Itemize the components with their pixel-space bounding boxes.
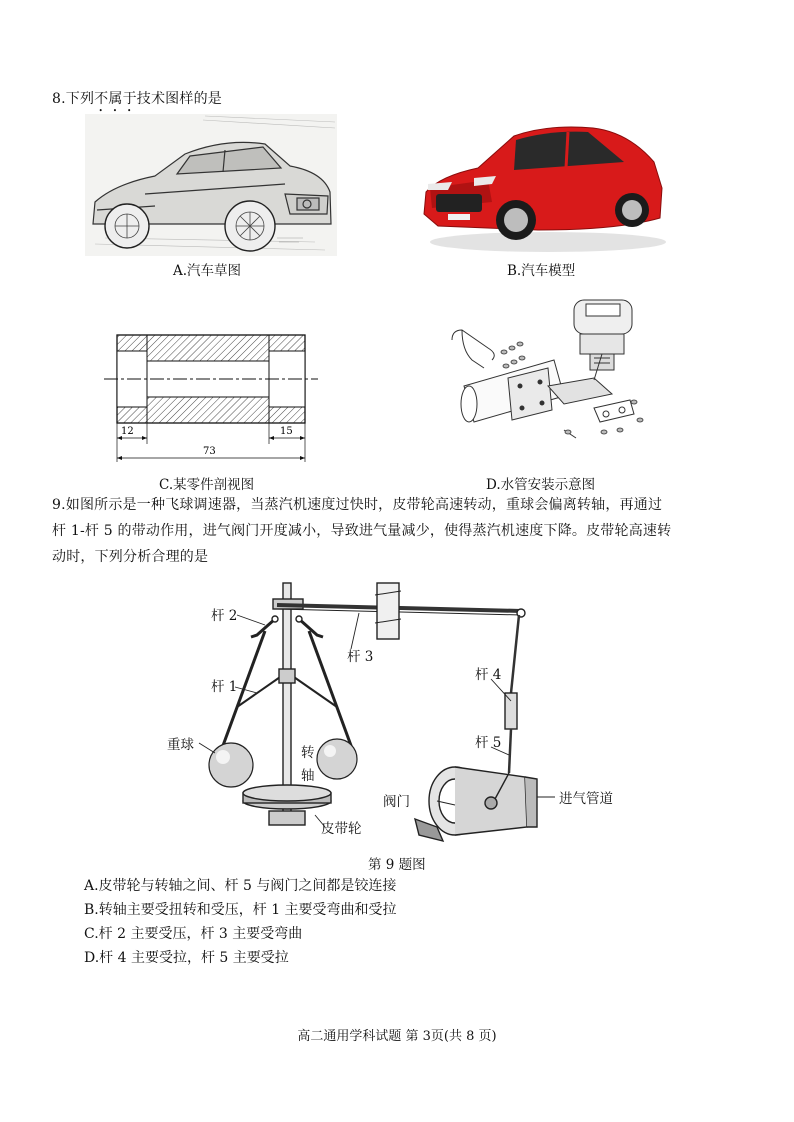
q8-option-c-label: C.某零件剖视图 <box>159 477 255 493</box>
label-rod-4: 杆 4 <box>475 667 502 683</box>
q9-options <box>84 874 397 970</box>
label-rod-1: 杆 1 <box>211 679 238 695</box>
car-model-image <box>418 118 666 254</box>
pipe-installation-diagram <box>444 290 656 468</box>
label-valve: 阀门 <box>383 794 410 810</box>
q8-option-b-label: B.汽车模型 <box>507 263 576 279</box>
q8-option-a-label: A.汽车草图 <box>173 263 242 279</box>
q9-option-a: A.皮带轮与转轴之间、杆 5 与阀门之间都是铰连接 <box>84 878 397 894</box>
label-rod-3: 杆 3 <box>347 649 374 665</box>
label-shaft-1: 转 <box>301 745 315 761</box>
q9-stem <box>52 492 752 570</box>
q8-option-d-label: D.水管安装示意图 <box>486 477 596 493</box>
flyball-governor-figure <box>165 575 635 847</box>
q8-stem-prefix: 8.下列 <box>52 91 95 107</box>
q9-option-b: B.转轴主要受扭转和受压，杆 1 主要受弯曲和受拉 <box>84 902 397 918</box>
label-shaft-2: 轴 <box>301 768 315 784</box>
label-rod-5: 杆 5 <box>475 735 502 751</box>
q8-stem <box>52 86 222 115</box>
label-intake-pipe: 进气管道 <box>559 791 613 807</box>
label-ball: 重球 <box>167 737 194 753</box>
label-rod-2: 杆 2 <box>211 608 238 624</box>
label-pulley: 皮带轮 <box>321 821 362 837</box>
q9-stem-line-1: 9.如图所示是一种飞球调速器，当蒸汽机速度过快时，皮带轮高速转动，重球会偏离转轴，再通过 <box>52 497 663 513</box>
section-view-drawing <box>100 326 322 468</box>
q9-option-c: C.杆 2 主要受压，杆 3 主要受弯曲 <box>84 926 303 942</box>
q9-stem-line-2: 杆 1-杆 5 的带动作用，进气阀门开度减小，导致进气量减少，使得蒸汽机速度下降。皮带轮高速转 <box>52 523 672 539</box>
q9-stem-line-3: 动时，下列分析合理的是 <box>52 549 209 565</box>
q9-figure-caption: 第 9 题图 <box>368 857 426 873</box>
page-footer: 高二通用学科试题 第 3页(共 8 页) <box>297 1029 497 1044</box>
dim-left: 12 <box>121 426 134 437</box>
dim-right: 15 <box>280 426 293 437</box>
dim-total: 73 <box>203 446 216 457</box>
q8-stem-suffix: 技术图样的是 <box>136 91 222 107</box>
car-sketch-image <box>85 114 337 256</box>
q9-option-d: D.杆 4 主要受拉，杆 5 主要受拉 <box>84 950 289 966</box>
q8-stem-emphasis: 不属于 <box>94 91 137 107</box>
